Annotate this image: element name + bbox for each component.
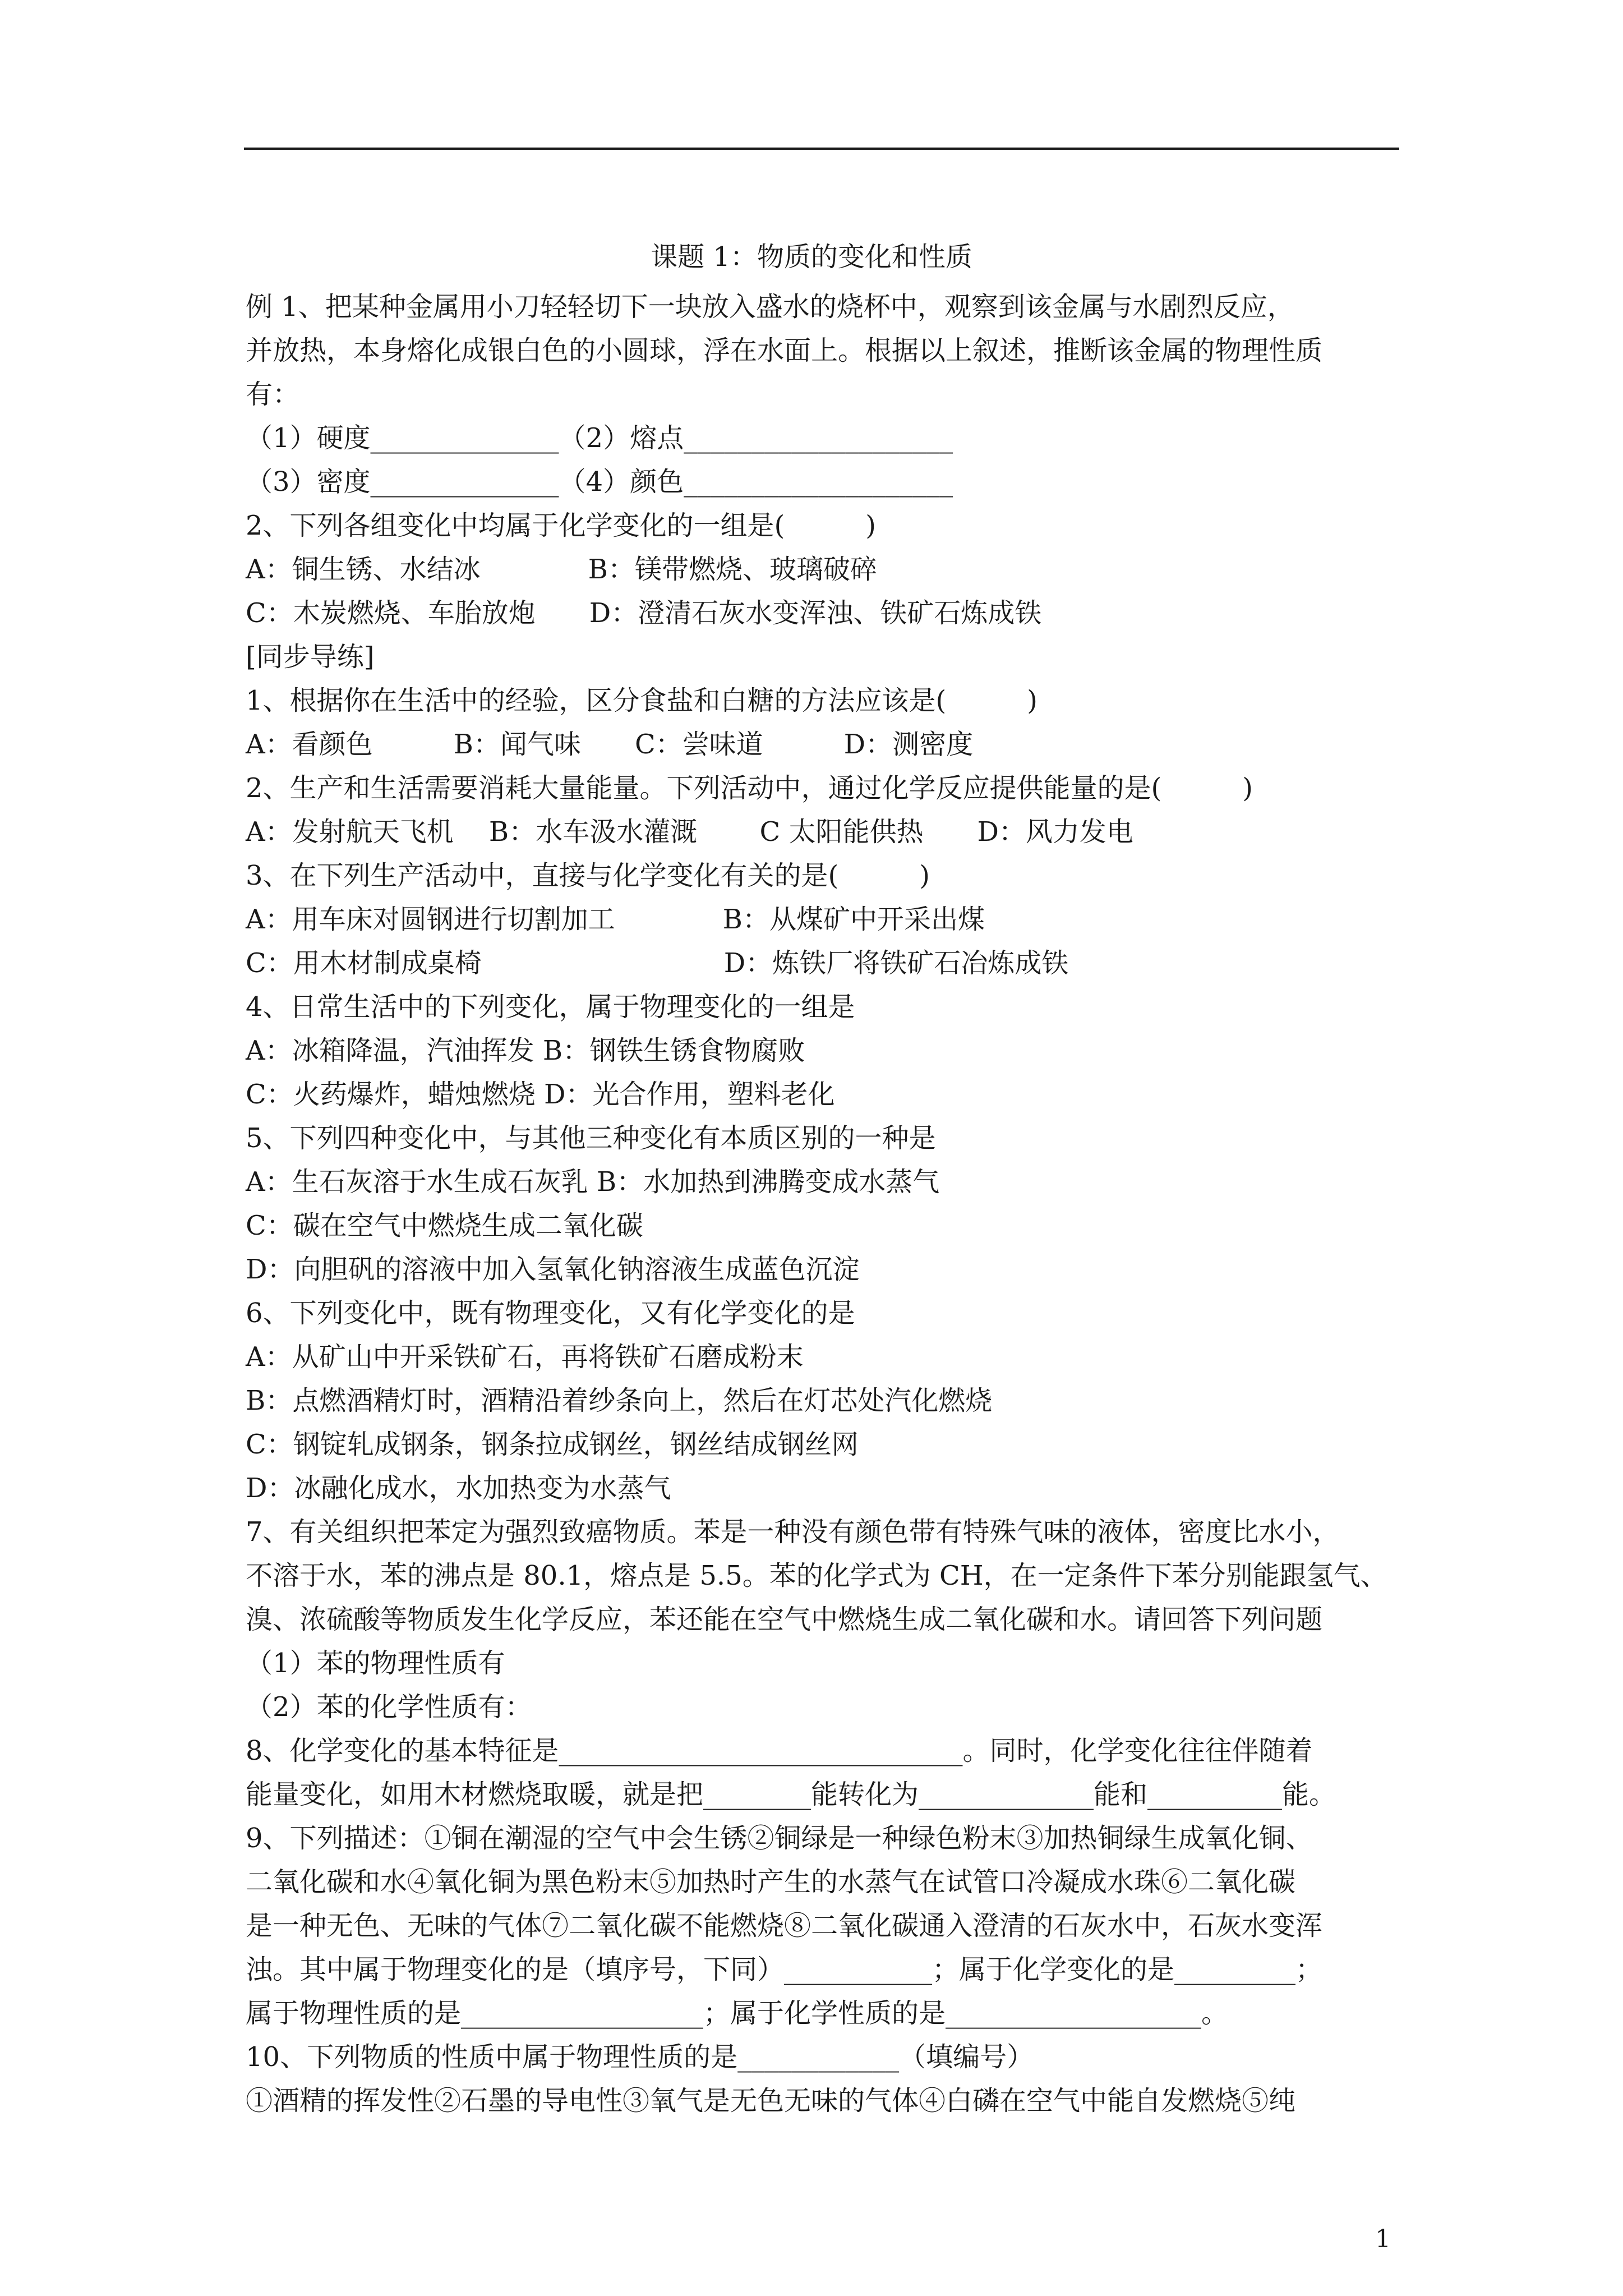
text-line: B：点燃酒精灯时，酒精沿着纱条向上，然后在灯芯处汽化燃烧 (246, 1385, 993, 1416)
text-line: 1、根据你在生活中的经验，区分食盐和白糖的方法应该是( ) (246, 685, 1038, 716)
text-line: 例 1、把某种金属用小刀轻轻切下一块放入盛水的烧杯中，观察到该金属与水剧烈反应， (246, 291, 1294, 323)
text-line: C：木炭燃烧、车胎放炮 D：澄清石灰水变浑浊、铁矿石炼成铁 (246, 597, 1042, 629)
header-rule (244, 148, 1399, 150)
text-line: （1）苯的物理性质有 (246, 1648, 505, 1679)
text-line: （3）密度______________（4）颜色____________________ (246, 466, 953, 498)
page-number: 1 (1375, 2225, 1391, 2253)
text-line: 不溶于水，苯的沸点是 80.1，熔点是 5.5。苯的化学式为 CH，在一定条件下苯分别能跟氢气、 (246, 1560, 1387, 1591)
page-title: 课题 1：物质的变化和性质 (651, 241, 972, 273)
text-line: 7、有关组织把苯定为强烈致癌物质。苯是一种没有颜色带有特殊气味的液体，密度比水小， (246, 1516, 1340, 1548)
text-line: A：从矿山中开采铁矿石，再将铁矿石磨成粉末 (246, 1341, 804, 1373)
section-heading: [同步导练] (246, 641, 375, 673)
text-line: A：冰箱降温，汽油挥发 B：钢铁生锈食物腐败 (246, 1035, 805, 1066)
text-line: A：生石灰溶于水生成石灰乳 B：水加热到沸腾变成水蒸气 (246, 1166, 940, 1198)
text-line: A：用车床对圆钢进行切割加工 B：从煤矿中开采出煤 (246, 904, 985, 935)
text-line: 有： (246, 379, 300, 410)
text-line: （1）硬度______________（2）熔点____________________ (246, 422, 953, 454)
text-line: 5、下列四种变化中，与其他三种变化有本质区别的一种是 (246, 1122, 936, 1154)
text-line: ①酒精的挥发性②石墨的导电性③氧气是无色无味的气体④白磷在空气中能自发燃烧⑤纯 (246, 2085, 1296, 2116)
text-line: C：钢锭轧成钢条，钢条拉成钢丝，钢丝结成钢丝网 (246, 1429, 859, 1460)
text-line: A：铜生锈、水结冰 B：镁带燃烧、玻璃破碎 (246, 554, 877, 585)
text-line: 能量变化，如用木材燃烧取暖，就是把________能转化为_____________能和__________能。 (246, 1779, 1336, 1810)
text-line: A：发射航天飞机 B：水车汲水灌溉 C 太阳能供热 D：风力发电 (246, 816, 1133, 848)
text-line: C：火药爆炸，蜡烛燃烧 D：光合作用，塑料老化 (246, 1079, 835, 1110)
text-line: C：碳在空气中燃烧生成二氧化碳 (246, 1210, 643, 1241)
text-line: （2）苯的化学性质有： (246, 1691, 532, 1723)
text-line: A：看颜色 B：闻气味 C：尝味道 D：测密度 (246, 729, 974, 760)
text-line: 8、化学变化的基本特征是______________________________。同时，化学变化往往伴随着 (246, 1735, 1313, 1766)
text-line: 是一种无色、无味的气体⑦二氧化碳不能燃烧⑧二氧化碳通入澄清的石灰水中，石灰水变浑 (246, 1910, 1323, 1941)
text-line: D：冰融化成水，水加热变为水蒸气 (246, 1473, 671, 1504)
text-line: 6、下列变化中，既有物理变化，又有化学变化的是 (246, 1297, 855, 1329)
text-line: 并放热，本身熔化成银白色的小圆球，浮在水面上。根据以上叙述，推断该金属的物理性质 (246, 335, 1323, 366)
text-line: 2、生产和生活需要消耗大量能量。下列活动中，通过化学反应提供能量的是( ) (246, 772, 1253, 804)
text-line: 属于物理性质的是__________________；属于化学性质的是___________________。 (246, 1998, 1229, 2029)
text-line: 10、下列物质的性质中属于物理性质的是____________（填编号） (246, 2041, 1034, 2073)
text-line: 溴、浓硫酸等物质发生化学反应，苯还能在空气中燃烧生成二氧化碳和水。请回答下列问题 (246, 1604, 1323, 1635)
text-line: C：用木材制成桌椅 D：炼铁厂将铁矿石冶炼成铁 (246, 947, 1069, 979)
text-line: 3、在下列生产活动中，直接与化学变化有关的是( ) (246, 860, 930, 891)
text-line: 浊。其中属于物理变化的是（填序号，下同）___________；属于化学变化的是_________； (246, 1954, 1323, 1985)
text-line: 4、日常生活中的下列变化，属于物理变化的一组是 (246, 991, 855, 1023)
text-line: 2、下列各组变化中均属于化学变化的一组是( ) (246, 510, 876, 541)
text-line: D：向胆矾的溶液中加入氢氧化钠溶液生成蓝色沉淀 (246, 1254, 860, 1285)
document-body (246, 285, 1407, 2123)
text-line: 二氧化碳和水④氧化铜为黑色粉末⑤加热时产生的水蒸气在试管口冷凝成水珠⑥二氧化碳 (246, 1866, 1296, 1898)
text-line: 9、下列描述：①铜在潮湿的空气中会生锈②铜绿是一种绿色粉末③加热铜绿生成氧化铜、 (246, 1823, 1313, 1854)
